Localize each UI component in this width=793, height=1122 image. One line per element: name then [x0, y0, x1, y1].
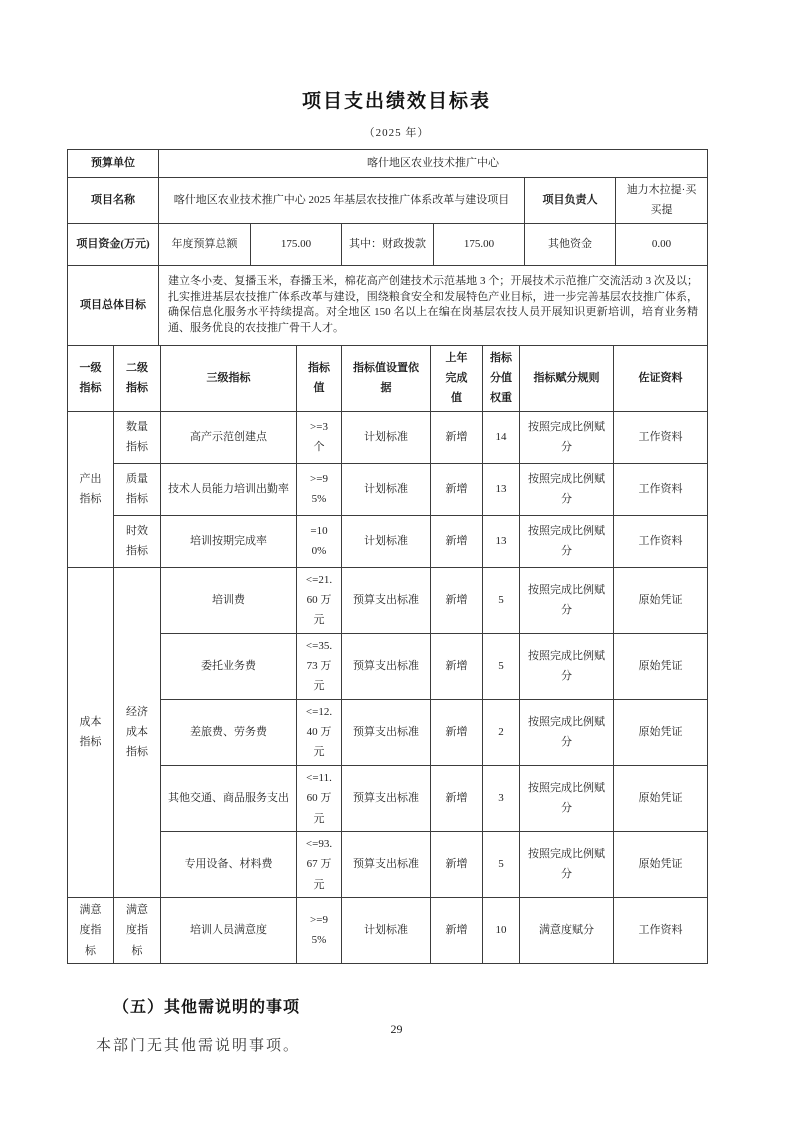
- value-cell: <=35.73 万元: [297, 633, 342, 699]
- prev-year-cell: 新增: [431, 765, 483, 831]
- scoring-rule-cell: 按照完成比例赋分: [520, 633, 614, 699]
- level3-cell: 其他交通、商品服务支出: [161, 765, 297, 831]
- indicator-row: [68, 515, 708, 567]
- evidence-cell: 原始凭证: [614, 831, 708, 897]
- level2-cell: 数量指标: [114, 411, 161, 463]
- value-cell: >=3 个: [297, 411, 342, 463]
- value-cell: <=11.60 万元: [297, 765, 342, 831]
- page-title: 项目支出绩效目标表: [301, 91, 491, 112]
- prev-year-cell: 新增: [431, 897, 483, 963]
- header-basis: 指标值设置依据: [342, 345, 431, 411]
- section-heading: （五）其他需说明的事项: [113, 998, 301, 1016]
- level2-cell: 时效指标: [114, 515, 161, 567]
- level3-cell: 委托业务费: [161, 633, 297, 699]
- header-evidence: 佐证资料: [614, 345, 708, 411]
- level2-cell: 满意度指标: [114, 897, 161, 963]
- scoring-rule-cell: 满意度赋分: [520, 897, 614, 963]
- indicator-row: [68, 765, 708, 831]
- scoring-rule-cell: 按照完成比例赋分: [520, 515, 614, 567]
- header-prev-year: 上年完成值: [431, 345, 483, 411]
- level1-output: 产出指标: [68, 411, 114, 567]
- evidence-cell: 工作资料: [614, 897, 708, 963]
- header-scoring-rule: 指标赋分规则: [520, 345, 614, 411]
- scoring-rule-cell: 按照完成比例赋分: [520, 567, 614, 633]
- prev-year-cell: 新增: [431, 411, 483, 463]
- header-level2: 二级指标: [114, 345, 161, 411]
- indicator-header-row: [68, 345, 708, 411]
- scoring-rule-cell: 按照完成比例赋分: [520, 699, 614, 765]
- prev-year-cell: 新增: [431, 515, 483, 567]
- evidence-cell: 工作资料: [614, 411, 708, 463]
- indicator-row: [68, 411, 708, 463]
- level2-cell: 质量指标: [114, 463, 161, 515]
- project-info-table: [67, 149, 708, 346]
- indicator-table: [67, 345, 708, 964]
- fiscal-allocation-label: 其中：财政拨款: [342, 223, 434, 265]
- level3-cell: 技术人员能力培训出勤率: [161, 463, 297, 515]
- level3-cell: 专用设备、材料费: [161, 831, 297, 897]
- indicator-row: [68, 699, 708, 765]
- weight-cell: 10: [483, 897, 520, 963]
- evidence-cell: 工作资料: [614, 515, 708, 567]
- level1-satisfaction: 满意度指标: [68, 897, 114, 963]
- other-funds-value: 0.00: [616, 223, 708, 265]
- budget-unit-label: 预算单位: [68, 150, 159, 178]
- basis-cell: 计划标准: [342, 515, 431, 567]
- weight-cell: 5: [483, 567, 520, 633]
- weight-cell: 5: [483, 633, 520, 699]
- basis-cell: 预算支出标准: [342, 567, 431, 633]
- scoring-rule-cell: 按照完成比例赋分: [520, 463, 614, 515]
- basis-cell: 计划标准: [342, 897, 431, 963]
- basis-cell: 预算支出标准: [342, 765, 431, 831]
- indicator-row: [68, 567, 708, 633]
- value-cell: =100%: [297, 515, 342, 567]
- prev-year-cell: 新增: [431, 567, 483, 633]
- project-name-label: 项目名称: [68, 178, 159, 224]
- project-leader-label: 项目负责人: [525, 178, 616, 224]
- weight-cell: 5: [483, 831, 520, 897]
- indicator-row: [68, 897, 708, 963]
- value-cell: <=93.67 万元: [297, 831, 342, 897]
- level3-cell: 差旅费、劳务费: [161, 699, 297, 765]
- scoring-rule-cell: 按照完成比例赋分: [520, 831, 614, 897]
- header-level1: 一级指标: [68, 345, 114, 411]
- level3-cell: 高产示范创建点: [161, 411, 297, 463]
- prev-year-cell: 新增: [431, 831, 483, 897]
- basis-cell: 预算支出标准: [342, 831, 431, 897]
- weight-cell: 2: [483, 699, 520, 765]
- scoring-rule-cell: 按照完成比例赋分: [520, 411, 614, 463]
- budget-unit-row: [68, 150, 708, 178]
- annual-budget-label: 年度预算总额: [159, 223, 251, 265]
- weight-cell: 13: [483, 515, 520, 567]
- weight-cell: 14: [483, 411, 520, 463]
- project-funds-row: [68, 223, 708, 265]
- prev-year-cell: 新增: [431, 463, 483, 515]
- basis-cell: 预算支出标准: [342, 633, 431, 699]
- value-cell: >=95%: [297, 897, 342, 963]
- project-name-row: [68, 178, 708, 224]
- indicator-row: [68, 463, 708, 515]
- budget-unit-value: 喀什地区农业技术推广中心: [159, 150, 708, 178]
- fiscal-allocation-value: 175.00: [434, 223, 525, 265]
- indicator-row: [68, 831, 708, 897]
- page-subtitle: （2025 年）: [363, 127, 430, 139]
- project-leader-value: 迪力木拉提·买买提: [616, 178, 708, 224]
- prev-year-cell: 新增: [431, 699, 483, 765]
- annual-budget-value: 175.00: [251, 223, 342, 265]
- evidence-cell: 工作资料: [614, 463, 708, 515]
- basis-cell: 计划标准: [342, 411, 431, 463]
- funds-label: 项目资金(万元): [68, 223, 159, 265]
- evidence-cell: 原始凭证: [614, 567, 708, 633]
- basis-cell: 计划标准: [342, 463, 431, 515]
- header-level3: 三级指标: [161, 345, 297, 411]
- overall-goal-row: [68, 265, 708, 345]
- level3-cell: 培训费: [161, 567, 297, 633]
- value-cell: >=95%: [297, 463, 342, 515]
- basis-cell: 预算支出标准: [342, 699, 431, 765]
- overall-goal-value: 建立冬小麦、复播玉米，春播玉米，棉花高产创建技术示范基地 3 个；开展技术示范推广交流活动 3 次及以；扎实推进基层农技推广体系改革与建设，围绕粮食安全和发展特色产业目标，进一步完善基层农技推广体系，确保信息化服务水平持续提高。对全地区 150 名以上在编在岗基层农技人员开展知识更新培训，培育业务精通、服务优良的农技推广骨干人才。: [159, 265, 708, 345]
- evidence-cell: 原始凭证: [614, 633, 708, 699]
- evidence-cell: 原始凭证: [614, 699, 708, 765]
- level1-cost: 成本指标: [68, 567, 114, 897]
- indicator-row: [68, 633, 708, 699]
- level2-economic-cost: 经济成本指标: [114, 567, 161, 897]
- prev-year-cell: 新增: [431, 633, 483, 699]
- weight-cell: 13: [483, 463, 520, 515]
- weight-cell: 3: [483, 765, 520, 831]
- section-paragraph: 本部门无其他需说明事项。: [96, 1037, 301, 1054]
- value-cell: <=12.40 万元: [297, 699, 342, 765]
- page-number: 29: [390, 1022, 403, 1036]
- level3-cell: 培训人员满意度: [161, 897, 297, 963]
- overall-goal-label: 项目总体目标: [68, 265, 159, 345]
- evidence-cell: 原始凭证: [614, 765, 708, 831]
- header-weight: 指标分值权重: [483, 345, 520, 411]
- value-cell: <=21.60 万元: [297, 567, 342, 633]
- other-funds-label: 其他资金: [525, 223, 616, 265]
- scoring-rule-cell: 按照完成比例赋分: [520, 765, 614, 831]
- level3-cell: 培训按期完成率: [161, 515, 297, 567]
- header-value: 指标值: [297, 345, 342, 411]
- project-name-value: 喀什地区农业技术推广中心 2025 年基层农技推广体系改革与建设项目: [159, 178, 525, 224]
